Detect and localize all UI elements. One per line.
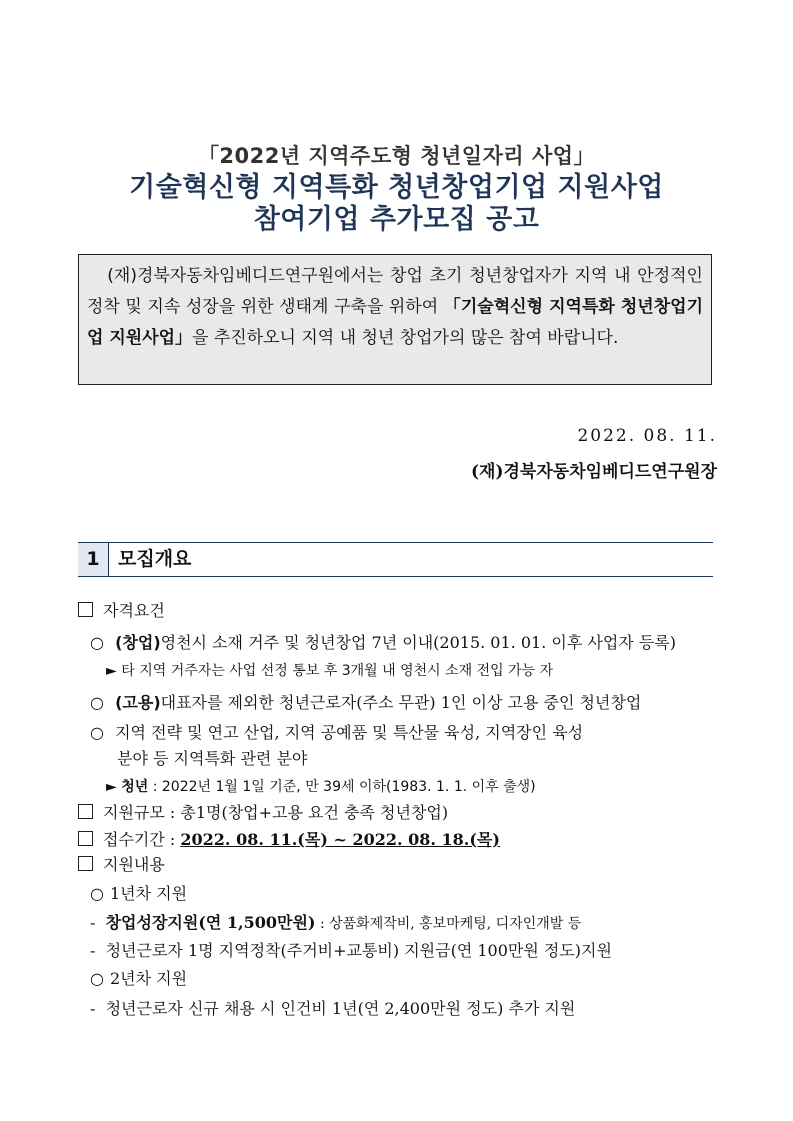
year1-item2-row [90, 938, 612, 961]
startup-label: (창업) [115, 633, 161, 652]
year1-item1-row [90, 910, 581, 933]
notice-box [78, 254, 712, 385]
growth-support-label: 창업성장지원(연 1,500만원) [105, 913, 316, 932]
qualification-heading: 자격요건 [103, 601, 165, 620]
settlement-support: 청년근로자 1명 지역정착(주거비+교통비) 지원금(연 100만원 정도)지원 [105, 941, 612, 960]
support-scale: 지원규모 : 총1명(창업+고용 요건 충족 청년창업) [103, 803, 449, 822]
notice-text-part2: 을 추진하오니 지역 내 청년 창업가의 많은 참여 바랍니다. [192, 328, 619, 348]
circle-bullet-icon: ○ [90, 633, 104, 652]
organization-name: (재)경북자동차임베디드연구원장 [471, 462, 717, 482]
title-line-3: 참여기업 추가모집 공고 [253, 204, 540, 235]
section-number: 1 [78, 543, 109, 576]
youth-definition: : 2022년 1월 1일 기준, 만 39세 이하(1983. 1. 1. 이후 출생) [148, 779, 536, 795]
application-period-row [78, 827, 500, 850]
year1-heading-row [90, 881, 187, 904]
year2-item1-row [90, 996, 575, 1019]
application-period-value: 2022. 08. 11.(목) ~ 2022. 08. 18.(목) [180, 830, 500, 849]
title-line-2: 기술혁신형 지역특화 청년창업기업 지원사업 [129, 172, 664, 203]
startup-requirement: 영천시 소재 거주 및 청년창업 7년 이내(2015. 01. 01. 이후 사업자 등록) [160, 633, 676, 652]
qualification-heading-row [78, 598, 165, 621]
notice-program-name: 「기술혁신형 지역특화 청년창업기업 지원사업」 [87, 297, 703, 348]
region-requirement-line2: 분야 등 지역특화 관련 분야 [117, 749, 308, 768]
youth-definition-row [106, 776, 536, 796]
support-content-heading: 지원내용 [103, 855, 165, 874]
section-divider-bottom [78, 576, 713, 577]
square-bullet-icon [78, 804, 93, 819]
square-bullet-icon [78, 602, 93, 617]
dash-bullet-icon: - [90, 941, 96, 960]
qualification-employment-row [90, 690, 641, 713]
year2-heading-row [90, 966, 187, 989]
employment-label: (고용) [115, 693, 161, 712]
employment-requirement: 대표자를 제외한 청년근로자(주소 무관) 1인 이상 고용 중인 청년창업 [160, 693, 642, 712]
support-scale-row [78, 800, 448, 823]
circle-bullet-icon: ○ [90, 884, 104, 903]
application-period-label: 접수기간 : [103, 830, 181, 849]
region-requirement-line1: 지역 전략 및 연고 산업, 지역 공예품 및 특산물 육성, 지역장인 육성 [115, 723, 584, 742]
labor-cost-support: 청년근로자 신규 채용 시 인건비 1년(연 2,400만원 정도) 추가 지원 [105, 999, 576, 1018]
support-content-heading-row [78, 852, 165, 875]
dash-bullet-icon: - [90, 913, 96, 932]
square-bullet-icon [78, 856, 93, 871]
title-line-1: 「2022년 지역주도형 청년일자리 사업」 [197, 144, 596, 168]
qualification-region-row [90, 720, 583, 743]
triangle-bullet-icon: ► [106, 779, 122, 795]
dash-bullet-icon: - [90, 999, 96, 1018]
growth-support-detail: : 상품화제작비, 홍보마케팅, 디자인개발 등 [315, 916, 582, 932]
circle-bullet-icon: ○ [90, 723, 104, 742]
square-bullet-icon [78, 831, 93, 846]
announcement-date: 2022. 08. 11. [577, 426, 717, 446]
year1-heading: 1년차 지원 [110, 884, 188, 903]
year2-heading: 2년차 지원 [110, 969, 188, 988]
circle-bullet-icon: ○ [90, 969, 104, 988]
circle-bullet-icon: ○ [90, 693, 104, 712]
section-title: 모집개요 [118, 548, 192, 570]
qualification-startup-row [90, 630, 676, 653]
qualification-startup-note: ► 타 지역 거주자는 사업 선정 통보 후 3개월 내 영천시 소재 전입 가능 자 [106, 663, 554, 679]
notice-text-part1: (재)경북자동차임베디드연구원에서는 창업 초기 청년창업자가 지역 내 안정적인 정착 및 지속 성장을 위한 생태계 구축을 위하여 [87, 266, 703, 317]
youth-label: 청년 [121, 779, 149, 795]
